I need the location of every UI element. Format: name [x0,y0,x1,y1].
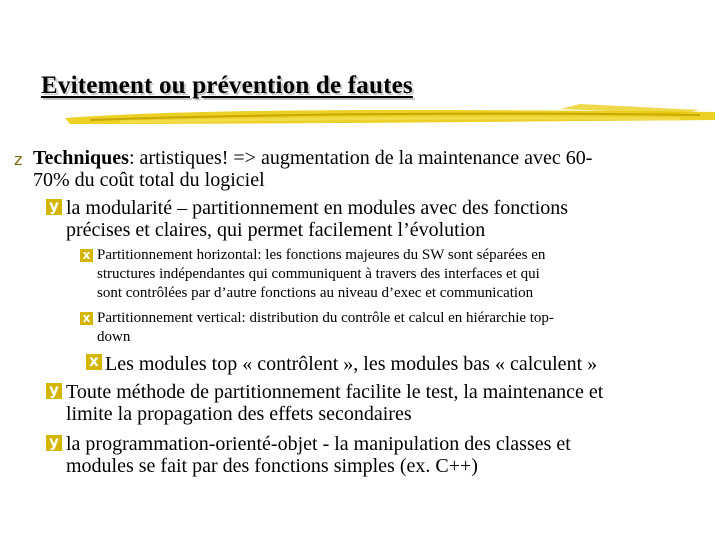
horizontal-line1: Partitionnement horizontal: les fonctions majeures du SW sont séparées en [97,247,546,263]
poo-line1: la programmation-orienté-objet - la manipulation des classes et [66,433,571,455]
techniques-text-cont: 70% du coût total du logiciel [33,169,265,191]
y-bullet-icon: y [46,383,62,399]
horizontal-line3: sont contrôlées par d’autre fonctions au niveau d’exec et communication [97,285,534,301]
horizontal-line2: structures indépendantes qui communiquent à travers des interfaces et qui [97,266,540,282]
toute-methode-line2: limite la propagation des effets secondaires [66,403,412,425]
x-bullet-icon: x [80,312,93,325]
toute-methode-line1: Toute méthode de partitionnement facilite le test, la maintenance et [66,381,604,403]
vertical-line2: down [97,329,131,345]
title-brush-underline [60,100,720,130]
x-bullet-icon: x [80,249,93,262]
y-bullet-icon: y [46,199,62,215]
y-bullet-icon: y [46,435,62,451]
poo-line2: modules se fait par des fonctions simples (ex. C++) [66,455,478,477]
slide-title: Evitement ou prévention de fautes [41,72,413,99]
modularite-line1: la modularité – partitionnement en modules avec des fonctions [66,197,569,219]
modules-top-line1: Les modules top « contrôlent », les modules bas « calculent » [105,353,598,375]
modularite-line2: précises et claires, qui permet facilement l’évolution [66,219,486,241]
techniques-text: : artistiques! => augmentation de la maintenance avec 60- [128,147,593,169]
vertical-line1: Partitionnement vertical: distribution du contrôle et calcul en hiérarchie top- [97,310,554,326]
x-bullet-icon: x [86,354,102,370]
z-bullet-icon: z [14,150,23,169]
techniques-label: Techniques [33,147,129,169]
